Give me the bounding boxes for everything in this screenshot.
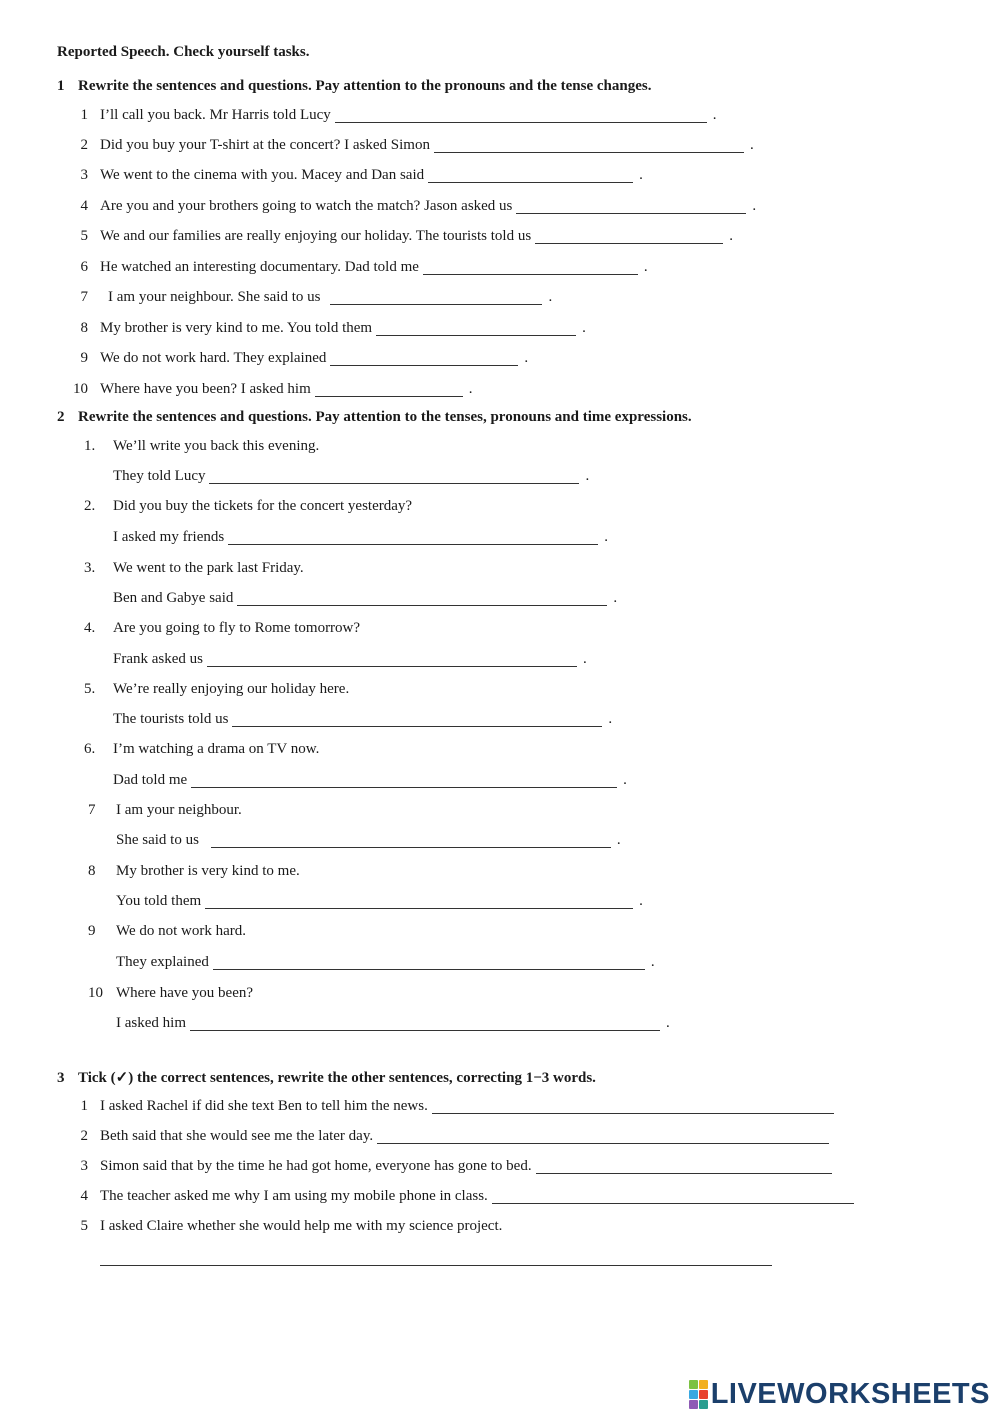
answer-row	[116, 829, 621, 851]
list-item	[0, 347, 1000, 369]
item-sentence: We and our families are really enjoying our holiday. The tourists told us	[100, 228, 532, 244]
answer-row	[113, 526, 608, 548]
item-text	[100, 104, 717, 126]
item-sentence: We went to the park last Friday.	[113, 560, 304, 576]
period: .	[608, 711, 613, 727]
item-sentence: Where have you been? I asked him	[100, 381, 311, 397]
answer-field[interactable]	[376, 321, 576, 336]
answer-field[interactable]	[237, 591, 607, 606]
answer-field[interactable]	[377, 1129, 829, 1144]
answer-field[interactable]	[434, 138, 744, 153]
answer-lead: They explained	[116, 954, 209, 970]
list-item	[0, 1155, 1000, 1177]
item-number: 8	[80, 320, 88, 336]
item-number: 5.	[84, 681, 96, 697]
period: .	[729, 228, 733, 244]
list-item	[0, 317, 1000, 339]
item-number: 5	[80, 228, 88, 244]
period: .	[712, 107, 717, 123]
period: .	[639, 167, 643, 183]
item-number: 3	[80, 1158, 88, 1174]
item-sentence: Did you buy your T-shirt at the concert? I asked Simon	[100, 137, 430, 153]
answer-field[interactable]	[428, 168, 633, 183]
item-sentence: My brother is very kind to me. You told them	[100, 320, 373, 336]
section-1-heading: 1 Rewrite the sentences and questions. Pay attention to the pronouns and the tense changes.	[57, 78, 652, 94]
logo-mark-cell	[699, 1380, 708, 1389]
item-sentence: Simon said that by the time he had got home, everyone has gone to bed.	[100, 1158, 532, 1174]
answer-row	[113, 769, 627, 791]
item-number: 6.	[84, 741, 96, 757]
answer-field[interactable]	[100, 1251, 772, 1266]
period: .	[585, 468, 590, 484]
period: .	[468, 381, 473, 397]
answer-field[interactable]	[190, 1016, 660, 1031]
period: .	[524, 350, 529, 366]
answer-row	[113, 648, 587, 670]
item-text	[100, 1095, 834, 1117]
item-text	[100, 256, 648, 278]
item-sentence: I am your neighbour. She said to us	[108, 289, 321, 305]
list-item	[0, 286, 1000, 308]
answer-field[interactable]	[211, 833, 611, 848]
item-number: 4	[80, 1188, 88, 1204]
item-sentence: We’ll write you back this evening.	[113, 438, 320, 454]
item-number: 2	[80, 137, 88, 153]
answer-lead: You told them	[116, 893, 202, 909]
answer-field[interactable]	[335, 108, 707, 123]
period: .	[616, 832, 621, 848]
item-number: 10	[88, 985, 103, 1001]
item-sentence: I asked Rachel if did she text Ben to tell him the news.	[100, 1098, 428, 1114]
list-item	[0, 195, 1000, 217]
answer-field[interactable]	[209, 469, 579, 484]
item-number: 1	[80, 1098, 88, 1114]
item-number: 5	[80, 1218, 88, 1234]
item-text	[100, 164, 643, 186]
list-item	[0, 256, 1000, 278]
answer-row	[116, 951, 655, 973]
list-item	[0, 1185, 1000, 1207]
list-item	[0, 164, 1000, 186]
item-number: 1.	[84, 438, 96, 454]
answer-lead: The tourists told us	[113, 711, 229, 727]
answer-lead: Frank asked us	[113, 651, 203, 667]
item-sentence: I’m watching a drama on TV now.	[113, 741, 320, 757]
item-sentence: I’ll call you back. Mr Harris told Lucy	[100, 107, 331, 123]
answer-row	[116, 890, 643, 912]
answer-field[interactable]	[205, 894, 633, 909]
list-item	[0, 1095, 1000, 1117]
item-text	[100, 225, 733, 247]
section-2-heading: 2 Rewrite the sentences and questions. Pay attention to the tenses, pronouns and time expressions.	[57, 409, 692, 425]
item-sentence: We went to the cinema with you. Macey and Dan said	[100, 167, 425, 183]
answer-field[interactable]	[492, 1189, 854, 1204]
item-text	[108, 286, 552, 308]
item-number: 3	[80, 167, 88, 183]
answer-field[interactable]	[516, 199, 746, 214]
answer-field[interactable]	[315, 382, 463, 397]
item-sentence: Are you and your brothers going to watch the match? Jason asked us	[100, 198, 513, 214]
answer-lead: She said to us	[116, 832, 199, 848]
answer-field[interactable]	[330, 351, 518, 366]
list-item	[0, 378, 1000, 400]
item-text	[100, 195, 756, 217]
period: .	[583, 651, 587, 667]
list-item	[0, 1125, 1000, 1147]
item-sentence: He watched an interesting documentary. Dad told me	[100, 259, 419, 275]
answer-lead: I asked my friends	[113, 529, 225, 545]
item-number: 3.	[84, 560, 96, 576]
item-sentence: Where have you been?	[116, 985, 254, 1001]
logo-mark-cell	[699, 1400, 708, 1409]
item-number: 4	[80, 198, 88, 214]
answer-field[interactable]	[228, 530, 598, 545]
period: .	[752, 198, 757, 214]
logo-text: LIVEWORKSHEETS	[710, 1377, 990, 1410]
item-sentence: I am your neighbour.	[116, 802, 242, 818]
answer-row	[113, 587, 617, 609]
period: .	[613, 590, 618, 606]
logo-mark-cell	[689, 1400, 698, 1409]
logo-mark-cell	[689, 1390, 698, 1399]
item-text	[100, 347, 528, 369]
item-sentence: I asked Claire whether she would help me with my science project.	[100, 1218, 503, 1234]
answer-lead: They told Lucy	[113, 468, 206, 484]
answer-field[interactable]	[432, 1099, 834, 1114]
answer-field[interactable]	[423, 260, 638, 275]
item-text	[100, 317, 586, 339]
answer-field[interactable]	[207, 652, 577, 667]
period: .	[749, 137, 754, 153]
item-text	[100, 378, 473, 400]
period: .	[582, 320, 586, 336]
list-item	[0, 225, 1000, 247]
item-text	[100, 134, 754, 156]
period: .	[643, 259, 648, 275]
item-number: 8	[88, 863, 96, 879]
item-number: 7	[80, 289, 88, 305]
item-sentence: The teacher asked me why I am using my mobile phone in class.	[100, 1188, 488, 1204]
item-number: 9	[88, 923, 96, 939]
item-number: 10	[73, 381, 88, 397]
item-number: 7	[88, 802, 96, 818]
answer-row	[116, 1012, 670, 1034]
page-title: Reported Speech. Check yourself tasks.	[57, 44, 310, 60]
item-number: 4.	[84, 620, 96, 636]
item-number: 2.	[84, 498, 96, 514]
answer-field[interactable]	[330, 290, 542, 305]
answer-field[interactable]	[536, 1159, 832, 1174]
item-number: 2	[80, 1128, 88, 1144]
answer-lead: Dad told me	[113, 772, 188, 788]
answer-field[interactable]	[213, 955, 645, 970]
answer-row	[113, 708, 612, 730]
item-sentence: My brother is very kind to me.	[116, 863, 300, 879]
answer-field[interactable]	[232, 712, 602, 727]
logo-mark-cell	[689, 1380, 698, 1389]
list-item	[0, 1215, 1000, 1237]
period: .	[623, 772, 627, 788]
list-item	[0, 134, 1000, 156]
item-number: 9	[80, 350, 88, 366]
item-number: 6	[80, 259, 88, 275]
answer-lead: Ben and Gabye said	[113, 590, 234, 606]
item-sentence: Are you going to fly to Rome tomorrow?	[113, 620, 361, 636]
logo-mark-icon	[689, 1380, 708, 1409]
answer-row	[113, 465, 589, 487]
answer-field[interactable]	[535, 229, 723, 244]
section-3-heading: 3 Tick (✓) the correct sentences, rewrite the other sentences, correcting 1−3 words.	[57, 1070, 596, 1086]
period: .	[650, 954, 655, 970]
period: .	[639, 893, 643, 909]
list-item	[0, 104, 1000, 126]
liveworksheets-logo	[689, 1377, 990, 1411]
answer-field[interactable]	[191, 773, 617, 788]
period: .	[604, 529, 608, 545]
item-sentence: We’re really enjoying our holiday here.	[113, 681, 350, 697]
answer-lead: I asked him	[116, 1015, 186, 1031]
period: .	[665, 1015, 670, 1031]
item-text	[100, 1185, 854, 1207]
item-number: 1	[80, 107, 88, 123]
logo-mark-cell	[699, 1390, 708, 1399]
item-text	[100, 1125, 829, 1147]
item-sentence: Did you buy the tickets for the concert yesterday?	[113, 498, 413, 514]
item-text	[100, 1155, 832, 1177]
item-sentence: We do not work hard.	[116, 923, 247, 939]
item-sentence: Beth said that she would see me the later day.	[100, 1128, 374, 1144]
item-sentence: We do not work hard. They explained	[100, 350, 327, 366]
period: .	[548, 289, 553, 305]
item-text	[100, 1215, 502, 1237]
